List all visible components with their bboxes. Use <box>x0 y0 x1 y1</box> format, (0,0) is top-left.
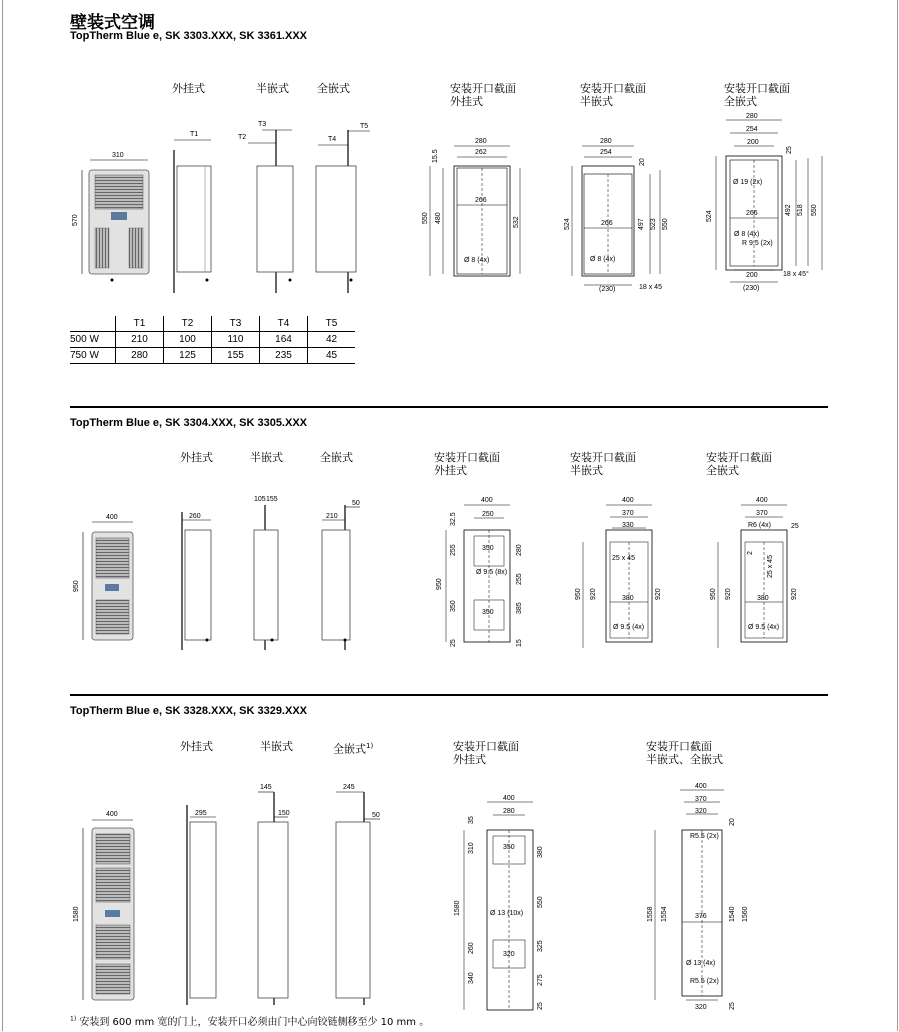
s2-label-full: 全嵌式 <box>320 451 353 464</box>
s1-cut3-label: 安装开口截面 全嵌式 <box>724 82 790 108</box>
svg-text:1558: 1558 <box>647 906 654 922</box>
svg-text:(230): (230) <box>599 286 616 293</box>
svg-text:262: 262 <box>475 149 487 156</box>
svg-text:35: 35 <box>468 816 475 824</box>
svg-text:Ø 8 (4x): Ø 8 (4x) <box>464 257 490 264</box>
s3-unit-front <box>73 811 134 1000</box>
svg-text:R5.5 (2x): R5.5 (2x) <box>690 978 719 985</box>
svg-text:340: 340 <box>468 972 475 984</box>
s2-cut3-label: 安装开口截面 全嵌式 <box>706 451 772 477</box>
svg-text:492: 492 <box>785 204 792 216</box>
svg-text:400: 400 <box>106 811 118 818</box>
svg-text:497: 497 <box>638 218 645 230</box>
svg-text:1580: 1580 <box>73 906 80 922</box>
svg-text:950: 950 <box>436 578 443 590</box>
svg-text:50: 50 <box>372 812 380 819</box>
svg-text:400: 400 <box>622 497 634 504</box>
svg-text:920: 920 <box>655 588 662 600</box>
svg-text:254: 254 <box>746 126 758 133</box>
svg-text:266: 266 <box>601 220 613 227</box>
svg-text:524: 524 <box>564 218 571 230</box>
svg-text:950: 950 <box>73 580 80 592</box>
svg-text:1580: 1580 <box>454 900 461 916</box>
svg-text:920: 920 <box>725 588 732 600</box>
svg-text:350: 350 <box>450 600 457 612</box>
svg-text:320: 320 <box>695 1004 707 1011</box>
svg-text:330: 330 <box>622 522 634 529</box>
svg-text:380: 380 <box>622 595 634 602</box>
svg-text:1560: 1560 <box>742 906 749 922</box>
svg-text:380: 380 <box>757 595 769 602</box>
s2-cut1-label: 安装开口截面 外挂式 <box>434 451 500 477</box>
svg-text:532: 532 <box>513 216 520 228</box>
svg-text:50: 50 <box>352 500 360 507</box>
s1-label-semi: 半嵌式 <box>256 82 289 95</box>
svg-text:400: 400 <box>503 795 515 802</box>
svg-text:255: 255 <box>516 573 523 585</box>
svg-text:370: 370 <box>756 510 768 517</box>
s3-cutout-external <box>454 795 544 1010</box>
svg-text:280: 280 <box>475 138 487 145</box>
svg-text:350: 350 <box>503 844 515 851</box>
svg-text:325: 325 <box>537 940 544 952</box>
table-header-row: T1 T2 T3 T4 T5 <box>70 316 355 332</box>
s3-side-full <box>336 784 380 1005</box>
svg-text:350: 350 <box>482 609 494 616</box>
svg-text:20: 20 <box>729 818 736 826</box>
svg-text:Ø 9.5 (4x): Ø 9.5 (4x) <box>748 624 780 631</box>
svg-text:R5.5 (2x): R5.5 (2x) <box>690 833 719 840</box>
svg-text:950: 950 <box>575 588 582 600</box>
s1-cut1-label: 安装开口截面 外挂式 <box>450 82 516 108</box>
svg-text:400: 400 <box>481 497 493 504</box>
s2-cut2-label: 安装开口截面 半嵌式 <box>570 451 636 477</box>
svg-text:T5: T5 <box>360 123 369 130</box>
svg-text:376: 376 <box>695 913 707 920</box>
svg-text:Ø 9.5 (8x): Ø 9.5 (8x) <box>476 569 508 576</box>
svg-text:385: 385 <box>516 602 523 614</box>
svg-text:523: 523 <box>650 218 657 230</box>
svg-text:480: 480 <box>435 212 442 224</box>
section-3-subtitle: TopTherm Blue e, SK 3328.XXX, SK 3329.XXX <box>70 705 307 717</box>
svg-text:25: 25 <box>450 639 457 647</box>
s2-label-external: 外挂式 <box>180 451 213 464</box>
svg-text:155: 155 <box>266 496 278 503</box>
svg-text:2: 2 <box>747 551 754 555</box>
svg-text:(230): (230) <box>743 285 760 292</box>
table-row: 750 W 280 125 155 235 45 <box>70 348 355 364</box>
s3-side-semi <box>258 784 290 1005</box>
svg-text:245: 245 <box>343 784 355 791</box>
svg-text:210: 210 <box>326 513 338 520</box>
svg-text:25 x 45: 25 x 45 <box>767 555 774 578</box>
svg-text:260: 260 <box>468 942 475 954</box>
svg-text:20: 20 <box>639 158 646 166</box>
footnote: $^{1)}$ 安装到 600 mm 宽的门上，安装开口必须由门中心向铰链侧移至少 10 mm 。 <box>70 1015 430 1028</box>
svg-text:T3: T3 <box>258 121 267 128</box>
svg-text:Ø 8 (4x): Ø 8 (4x) <box>590 256 616 263</box>
svg-text:25: 25 <box>791 523 799 530</box>
svg-text:280: 280 <box>600 138 612 145</box>
svg-text:150: 150 <box>278 810 290 817</box>
svg-text:275: 275 <box>537 974 544 986</box>
svg-text:T1: T1 <box>190 131 199 138</box>
s3-side-external <box>187 805 216 1005</box>
svg-text:370: 370 <box>695 796 707 803</box>
s3-label-semi: 半嵌式 <box>260 740 293 753</box>
svg-text:400: 400 <box>756 497 768 504</box>
svg-text:18 x 45°: 18 x 45° <box>783 271 809 278</box>
svg-text:32.5: 32.5 <box>450 512 457 526</box>
svg-text:310: 310 <box>468 842 475 854</box>
svg-text:400: 400 <box>695 783 707 790</box>
svg-text:550: 550 <box>811 204 818 216</box>
svg-text:920: 920 <box>590 588 597 600</box>
svg-text:320: 320 <box>695 808 707 815</box>
svg-text:25: 25 <box>729 1002 736 1010</box>
table-row: 500 W 210 100 110 164 42 <box>70 332 355 348</box>
svg-text:15: 15 <box>516 639 523 647</box>
s3-label-full: 全嵌式$^{1)}$ <box>333 742 374 756</box>
svg-text:15.5: 15.5 <box>432 149 439 163</box>
svg-text:950: 950 <box>710 588 717 600</box>
svg-text:1540: 1540 <box>729 906 736 922</box>
svg-text:T4: T4 <box>328 136 337 143</box>
svg-text:1554: 1554 <box>661 906 668 922</box>
s1-cut2-label: 安装开口截面 半嵌式 <box>580 82 646 108</box>
svg-text:Ø 13 (10x): Ø 13 (10x) <box>490 910 524 917</box>
svg-text:200: 200 <box>747 139 759 146</box>
svg-text:25: 25 <box>537 1002 544 1010</box>
svg-text:255: 255 <box>450 544 457 556</box>
section-1-subtitle: TopTherm Blue e, SK 3303.XXX, SK 3361.XXX <box>70 30 307 42</box>
svg-text:Ø 13 (4x): Ø 13 (4x) <box>686 960 716 967</box>
s3-cut2-label: 安装开口截面 半嵌式、全嵌式 <box>646 740 723 766</box>
svg-text:Ø 9.5 (4x): Ø 9.5 (4x) <box>613 624 645 631</box>
svg-text:200: 200 <box>746 272 758 279</box>
svg-text:105: 105 <box>254 496 266 503</box>
svg-text:T2: T2 <box>238 134 247 141</box>
section-2-subtitle: TopTherm Blue e, SK 3304.XXX, SK 3305.XXX <box>70 417 307 429</box>
svg-text:25: 25 <box>786 146 793 154</box>
s1-label-full: 全嵌式 <box>317 82 350 95</box>
svg-text:370: 370 <box>622 510 634 517</box>
s3-label-external: 外挂式 <box>180 740 213 753</box>
svg-text:Ø 19 (2x): Ø 19 (2x) <box>733 179 763 186</box>
svg-text:R 9.5 (2x): R 9.5 (2x) <box>742 240 773 247</box>
svg-text:920: 920 <box>791 588 798 600</box>
svg-text:280: 280 <box>503 808 515 815</box>
svg-text:518: 518 <box>797 204 804 216</box>
svg-text:550: 550 <box>537 896 544 908</box>
s1-label-external: 外挂式 <box>172 82 205 95</box>
svg-text:25 x 45: 25 x 45 <box>612 555 635 562</box>
svg-text:266: 266 <box>475 197 487 204</box>
svg-text:350: 350 <box>482 545 494 552</box>
svg-text:295: 295 <box>195 810 207 817</box>
svg-text:320: 320 <box>503 951 515 958</box>
svg-text:280: 280 <box>746 113 758 120</box>
svg-text:280: 280 <box>516 544 523 556</box>
svg-text:254: 254 <box>600 149 612 156</box>
s3-cut1-label: 安装开口截面 外挂式 <box>453 740 519 766</box>
svg-text:250: 250 <box>482 511 494 518</box>
svg-text:550: 550 <box>422 212 429 224</box>
svg-text:260: 260 <box>189 513 201 520</box>
svg-text:R6 (4x): R6 (4x) <box>748 522 771 529</box>
svg-text:400: 400 <box>106 514 118 521</box>
page-title: 壁装式空调 <box>70 13 155 33</box>
s1-unit-width: 310 <box>112 152 124 159</box>
svg-text:266: 266 <box>746 210 758 217</box>
svg-text:18 x 45: 18 x 45 <box>639 284 662 291</box>
svg-text:380: 380 <box>537 846 544 858</box>
svg-text:145: 145 <box>260 784 272 791</box>
svg-text:Ø 8 (4x): Ø 8 (4x) <box>734 231 760 238</box>
s3-cutout-semi <box>647 783 749 1011</box>
svg-text:524: 524 <box>706 210 713 222</box>
svg-text:550: 550 <box>662 218 669 230</box>
s2-label-semi: 半嵌式 <box>250 451 283 464</box>
s1-unit-height: 570 <box>72 214 79 226</box>
